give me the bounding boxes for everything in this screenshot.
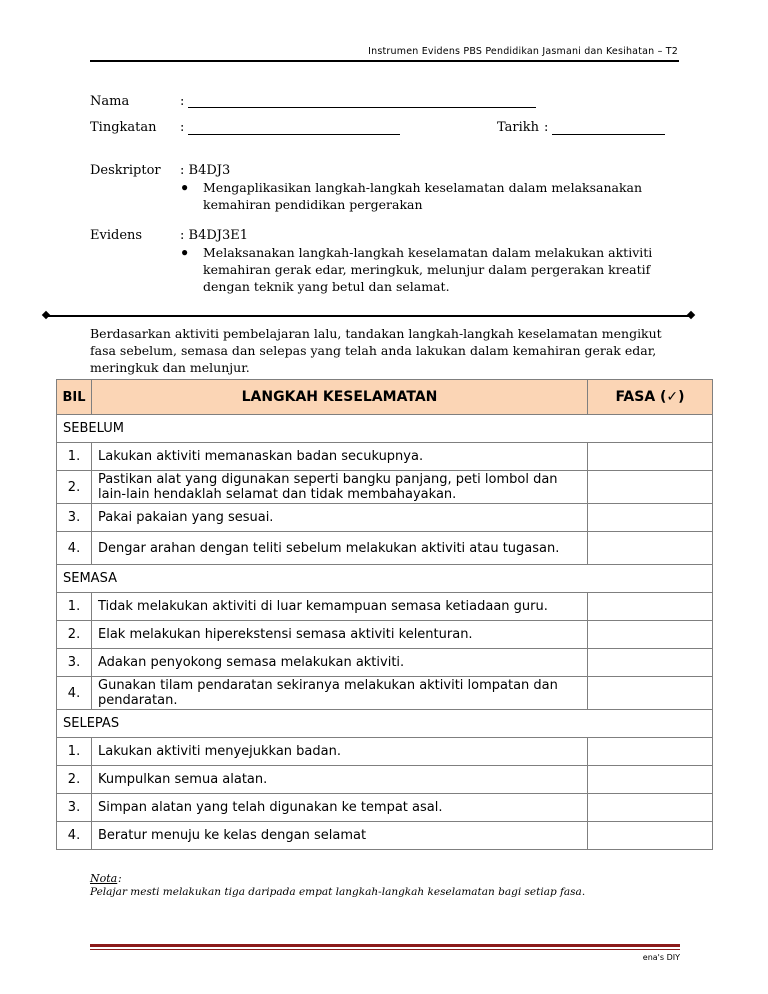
row-text: Elak melakukan hiperekstensi semasa aktiviti kelenturan.: [92, 621, 588, 649]
fasa-check-cell[interactable]: [588, 677, 713, 710]
header-title: Instrumen Evidens PBS Pendidikan Jasmani dan Kesihatan – T2: [368, 46, 678, 57]
nama-label: Nama: [90, 94, 130, 109]
row-number: 4.: [57, 822, 92, 850]
tarikh-field[interactable]: [552, 134, 665, 135]
table-row: [57, 593, 713, 621]
row-number: 1.: [57, 593, 92, 621]
note-label: Nota: [90, 872, 118, 885]
fasa-check-cell[interactable]: [588, 766, 713, 794]
table-row: [57, 504, 713, 532]
fasa-check-cell[interactable]: [588, 621, 713, 649]
deskriptor-item: Mengaplikasikan langkah-langkah keselamatan dalam melaksanakan kemahiran pendidikan pergerakan: [203, 180, 643, 212]
bullet-icon: ●: [181, 245, 189, 259]
tingkatan-colon: :: [180, 120, 185, 135]
row-text: Beratur menuju ke kelas dengan selamat: [92, 822, 588, 850]
instruction-text: Berdasarkan aktiviti pembelajaran lalu, tandakan langkah-langkah keselamatan mengikut fasa sebelum, semasa dan selepas yang telah anda lakukan dalam kemahiran gerak edar, meringkuk dan melunjur.: [90, 326, 662, 375]
fasa-check-cell[interactable]: [588, 471, 713, 504]
footer-divider: [90, 944, 680, 947]
header-langkah: LANGKAH KESELAMATAN: [92, 380, 588, 415]
section-semasa: SEMASA: [57, 565, 713, 593]
tingkatan-field[interactable]: [188, 134, 400, 135]
header-divider: [90, 60, 679, 62]
row-number: 1.: [57, 443, 92, 471]
row-number: 2.: [57, 471, 92, 504]
table-row: [57, 621, 713, 649]
footer-text: ena's DIY: [642, 953, 680, 962]
evidens-item: Melaksanakan langkah-langkah keselamatan dalam melakukan aktiviti kemahiran gerak edar, meringkuk, melunjur dalam pergerakan kreatif dengan teknik yang betul dan selamat.: [203, 245, 653, 294]
deskriptor-code: : B4DJ3: [180, 163, 231, 178]
row-number: 3.: [57, 649, 92, 677]
row-text: Tidak melakukan aktiviti di luar kemampuan semasa ketiadaan guru.: [92, 593, 588, 621]
nama-field[interactable]: [188, 107, 536, 108]
tingkatan-label: Tingkatan: [90, 120, 157, 135]
header-fasa: FASA (✓): [588, 380, 713, 415]
row-text: Simpan alatan yang telah digunakan ke tempat asal.: [92, 794, 588, 822]
evidens-code: : B4DJ3E1: [180, 228, 249, 243]
row-text: Lakukan aktiviti memanaskan badan secukupnya.: [92, 443, 588, 471]
fasa-check-cell[interactable]: [588, 504, 713, 532]
section-selepas: SELEPAS: [57, 710, 713, 738]
table-row: [57, 443, 713, 471]
row-text: Kumpulkan semua alatan.: [92, 766, 588, 794]
table-row: [57, 794, 713, 822]
row-text: Pastikan alat yang digunakan seperti bangku panjang, peti lombol dan lain-lain hendaklah selamat dan tidak membahayakan.: [92, 471, 588, 504]
tarikh-label: Tarikh: [497, 120, 540, 135]
fasa-check-cell[interactable]: [588, 443, 713, 471]
section-divider: [46, 315, 692, 317]
evidens-label: Evidens: [90, 228, 143, 243]
table-row: [57, 532, 713, 565]
footer-divider-thin: [90, 949, 680, 950]
row-number: 4.: [57, 677, 92, 710]
row-text: Adakan penyokong semasa melakukan aktiviti.: [92, 649, 588, 677]
row-number: 3.: [57, 504, 92, 532]
row-text: Dengar arahan dengan teliti sebelum melakukan aktiviti atau tugasan.: [92, 532, 588, 565]
table-row: [57, 677, 713, 710]
section-sebelum: SEBELUM: [57, 415, 713, 443]
note-colon: :: [118, 872, 122, 885]
tarikh-colon: :: [544, 120, 549, 135]
table-row: [57, 649, 713, 677]
fasa-check-cell[interactable]: [588, 822, 713, 850]
fasa-check-cell[interactable]: [588, 738, 713, 766]
header-bil: BIL: [57, 380, 92, 415]
nama-colon: :: [180, 94, 185, 109]
row-text: Pakai pakaian yang sesuai.: [92, 504, 588, 532]
row-number: 2.: [57, 766, 92, 794]
table-row: [57, 766, 713, 794]
safety-steps-table: [56, 379, 713, 850]
bullet-icon: ●: [181, 180, 189, 194]
deskriptor-label: Deskriptor: [90, 163, 161, 178]
note-text: Pelajar mesti melakukan tiga daripada empat langkah-langkah keselamatan bagi setiap fasa.: [90, 886, 586, 898]
row-text: Gunakan tilam pendaratan sekiranya melakukan aktiviti lompatan dan pendaratan.: [92, 677, 588, 710]
table-row: [57, 738, 713, 766]
table-row: [57, 822, 713, 850]
fasa-check-cell[interactable]: [588, 794, 713, 822]
fasa-check-cell[interactable]: [588, 649, 713, 677]
row-number: 2.: [57, 621, 92, 649]
table-row: [57, 471, 713, 504]
fasa-check-cell[interactable]: [588, 532, 713, 565]
row-number: 4.: [57, 532, 92, 565]
row-text: Lakukan aktiviti menyejukkan badan.: [92, 738, 588, 766]
row-number: 3.: [57, 794, 92, 822]
fasa-check-cell[interactable]: [588, 593, 713, 621]
row-number: 1.: [57, 738, 92, 766]
divider-diamond-icon: [687, 311, 695, 319]
